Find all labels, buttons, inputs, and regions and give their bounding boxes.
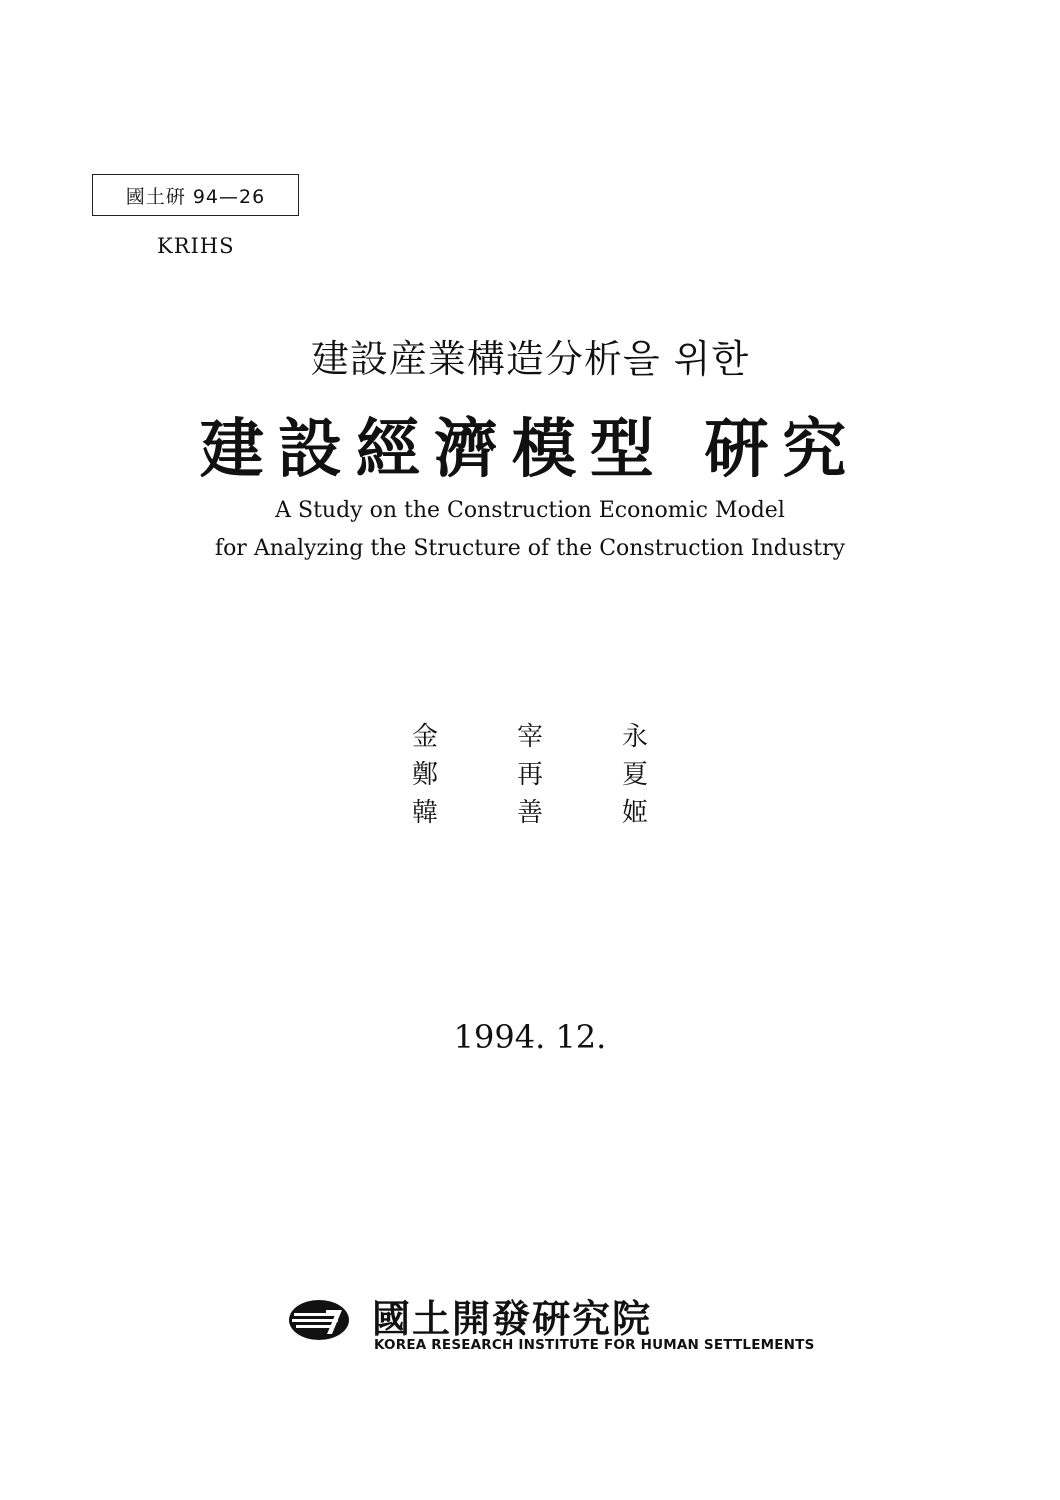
krihs-logo-icon (288, 1298, 350, 1342)
publication-date: 1994. 12. (453, 1018, 607, 1056)
author-char: 姬 (621, 798, 648, 828)
title-english (0, 492, 1060, 568)
report-number-box (92, 174, 299, 216)
author-name (410, 794, 650, 832)
author-char: 夏 (621, 760, 648, 790)
institute-name-korean: 國土開發硏究院 (372, 1297, 653, 1341)
author-list (410, 718, 650, 832)
author-char: 再 (516, 760, 543, 790)
title-korean: 建設經濟模型 硏究 (199, 412, 861, 487)
subtitle-korean: 建設産業構造分析을 위한 (310, 337, 750, 381)
author-char: 韓 (411, 798, 438, 828)
author-char: 宰 (516, 722, 543, 752)
report-number: 國土硏 94—26 (125, 185, 266, 208)
author-char: 金 (411, 722, 438, 752)
author-name (410, 756, 650, 794)
author-char: 善 (516, 798, 543, 828)
author-char: 鄭 (411, 760, 438, 790)
institute-name-english: KOREA RESEARCH INSTITUTE FOR HUMAN SETTLEMENTS (374, 1337, 815, 1353)
title-english-line-2: for Analyzing the Structure of the Construction Industry (214, 536, 846, 561)
author-name (410, 718, 650, 756)
title-english-line-1: A Study on the Construction Economic Model (275, 498, 785, 523)
author-char: 永 (621, 722, 648, 752)
org-abbreviation: KRIHS (157, 234, 235, 258)
